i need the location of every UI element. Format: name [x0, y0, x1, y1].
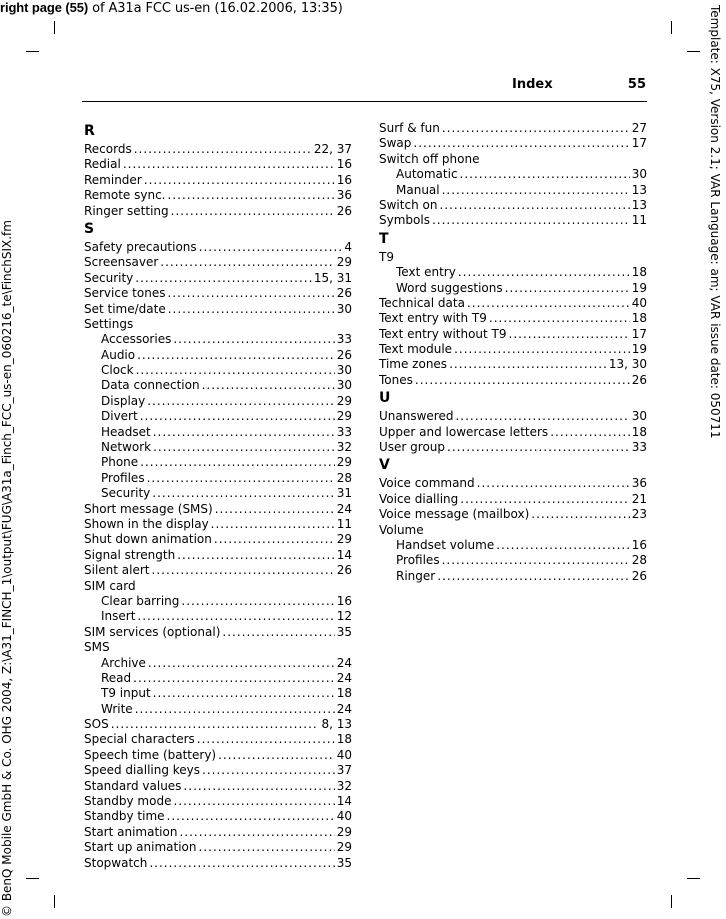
index-entry-term: Standby mode	[84, 794, 172, 809]
index-entry-page: 24	[336, 501, 352, 516]
index-subentry	[379, 538, 647, 553]
dot-leader	[147, 471, 335, 486]
index-entry-page: 30	[631, 409, 647, 424]
print-header-doc-info: of A31a FCC us-en (16.02.2006, 13:35)	[88, 1, 343, 16]
index-entry	[379, 373, 647, 388]
dot-leader	[467, 296, 630, 311]
index-subentry	[84, 471, 352, 486]
index-entry	[379, 136, 647, 151]
dot-leader	[505, 281, 630, 296]
index-group-heading: Settings	[84, 316, 134, 331]
dot-leader	[140, 409, 335, 424]
index-column-left	[84, 121, 352, 871]
index-entry-page: 16	[631, 537, 647, 552]
index-subentry	[84, 348, 352, 363]
dot-leader	[197, 732, 335, 747]
dot-leader	[144, 173, 335, 188]
index-subentry	[84, 609, 352, 624]
dot-leader	[531, 507, 629, 522]
index-group-heading: SIM card	[84, 578, 136, 593]
index-entry-page: 35	[336, 624, 352, 639]
index-entry	[84, 748, 352, 763]
index-entry-term: Clear barring	[101, 593, 180, 608]
index-entry-term: Set time/date	[84, 301, 166, 316]
index-entry-page: 12	[336, 609, 352, 624]
index-entry-term: Service tones	[84, 286, 166, 301]
index-entry	[379, 492, 647, 507]
dot-leader	[137, 609, 334, 624]
index-entry-term: Insert	[101, 609, 136, 624]
index-entry-term: Signal strength	[84, 547, 176, 562]
dot-leader	[134, 142, 312, 157]
index-entry-page: 29	[336, 824, 352, 839]
index-entry-term: Redial	[84, 157, 121, 172]
index-entry-page: 33	[336, 332, 352, 347]
index-entry-page: 29	[336, 455, 352, 470]
index-entry-page: 33	[631, 440, 647, 455]
index-subentry	[84, 686, 352, 701]
index-subentry	[379, 183, 647, 198]
dot-leader	[477, 476, 630, 491]
index-entry-term: Short message (SMS)	[84, 501, 213, 516]
dot-leader	[432, 213, 630, 228]
index-entry-term: T9 input	[101, 686, 151, 701]
index-letter-heading: S	[84, 220, 95, 237]
dot-leader	[211, 517, 335, 532]
index-entry-page: 29	[336, 840, 352, 855]
index-entry-page: 11	[336, 516, 352, 531]
dot-leader	[199, 840, 335, 855]
index-entry-page: 26	[336, 347, 352, 362]
dot-leader	[460, 167, 630, 182]
index-column-right	[379, 121, 647, 584]
index-entry	[84, 625, 352, 640]
index-entry-term: Switch on	[379, 197, 438, 212]
index-entry-term: Start animation	[84, 824, 178, 839]
dot-leader	[152, 486, 334, 501]
index-subentry	[84, 594, 352, 609]
index-entry	[84, 204, 352, 219]
index-entry	[84, 548, 352, 563]
index-entry-term: Special characters	[84, 732, 195, 747]
index-entry	[84, 809, 352, 824]
index-entry-page: 30	[336, 363, 352, 378]
index-entry-term: Swap	[379, 136, 412, 151]
index-entry-term: Symbols	[379, 213, 430, 228]
index-entry	[379, 507, 647, 522]
index-entry-term: Unanswered	[379, 409, 454, 424]
dot-leader	[455, 409, 629, 424]
dot-leader	[496, 538, 630, 553]
index-entry-term: Display	[101, 393, 146, 408]
index-entry-term: Ringer setting	[84, 203, 169, 218]
index-entry-term: Data connection	[101, 378, 200, 393]
index-entry-term: Standby time	[84, 809, 165, 824]
index-entry-term: Manual	[396, 182, 440, 197]
index-entry-term: Profiles	[101, 470, 145, 485]
index-entry-page: 18	[336, 732, 352, 747]
index-subentry	[379, 167, 647, 182]
dot-leader	[167, 286, 334, 301]
index-entry-page: 19	[631, 280, 647, 295]
index-entry	[84, 271, 352, 286]
index-entry-term: Upper and lowercase letters	[379, 424, 549, 439]
index-entry-page: 26	[631, 568, 647, 583]
index-entry-page: 24	[336, 655, 352, 670]
dot-leader	[222, 625, 334, 640]
index-entry	[84, 763, 352, 778]
index-entry	[379, 213, 647, 228]
template-margin-text: Template: X75, Version 2.1; VAR Language: am; VAR issue date: 050711	[708, 5, 722, 439]
index-subentry	[84, 656, 352, 671]
index-entry-term: Reminder	[84, 172, 142, 187]
dot-leader	[442, 121, 630, 136]
dot-leader	[550, 425, 630, 440]
index-entry-term: Headset	[101, 424, 151, 439]
index-entry-page: 13	[631, 182, 647, 197]
dot-leader	[202, 378, 335, 393]
index-entry	[84, 157, 352, 172]
index-entry	[84, 825, 352, 840]
index-entry	[84, 286, 352, 301]
index-entry-page: 36	[631, 476, 647, 491]
index-subentry	[84, 702, 352, 717]
page-number: 55	[627, 77, 646, 92]
index-entry-term: Audio	[101, 347, 136, 362]
index-entry-term: Word suggestions	[396, 280, 503, 295]
index-entry	[379, 311, 647, 326]
index-entry-page: 13, 30	[608, 357, 647, 372]
dot-leader	[173, 332, 334, 347]
index-entry-term: Text entry with T9	[379, 311, 487, 326]
index-entry-page: 13	[631, 197, 647, 212]
index-entry-page: 26	[336, 563, 352, 578]
index-letter-heading: R	[84, 123, 95, 139]
dot-leader	[173, 794, 334, 809]
dot-leader	[152, 563, 335, 578]
dot-leader	[171, 204, 335, 219]
dot-leader	[153, 686, 335, 701]
index-entry-term: Automatic	[396, 167, 458, 182]
index-entry-term: Read	[101, 670, 132, 685]
dot-leader	[123, 157, 335, 172]
index-entry-term: Network	[101, 440, 152, 455]
index-entry-page: 28	[631, 553, 647, 568]
index-entry-page: 33	[336, 424, 352, 439]
crop-mark	[54, 895, 55, 908]
index-entry-term: Clock	[101, 363, 134, 378]
dot-leader	[413, 136, 629, 151]
index-entry-page: 26	[336, 203, 352, 218]
index-letter-heading: T	[379, 230, 389, 247]
index-subentry	[84, 671, 352, 686]
index-entry-term: Silent alert	[84, 563, 150, 578]
index-entry-page: 26	[336, 286, 352, 301]
index-entry	[84, 302, 352, 317]
crop-mark	[26, 878, 39, 879]
index-entry-page: 19	[631, 342, 647, 357]
index-entry-page: 17	[631, 136, 647, 151]
index-entry-page: 21	[631, 491, 647, 506]
index-entry-page: 40	[336, 809, 352, 824]
index-entry-page: 22, 37	[313, 142, 352, 156]
index-entry	[379, 327, 647, 342]
dot-leader	[135, 702, 335, 717]
index-entry-term: Text entry without T9	[379, 326, 507, 341]
dot-leader	[111, 717, 320, 732]
index-subentry	[84, 394, 352, 409]
index-entry-term: Start up animation	[84, 840, 197, 855]
index-entry	[84, 240, 352, 255]
dot-leader	[509, 327, 630, 342]
index-entry-term: Stopwatch	[84, 855, 148, 870]
index-entry-term: Voice dialling	[379, 491, 459, 506]
index-entry-term: SIM services (optional)	[84, 624, 221, 639]
index-entry-page: 31	[336, 486, 352, 501]
index-entry-term: Security	[101, 486, 151, 501]
index-letter-heading: V	[379, 457, 390, 474]
dot-leader	[215, 502, 335, 517]
index-entry-page: 40	[631, 295, 647, 310]
dot-leader	[133, 671, 335, 686]
dot-leader	[153, 440, 335, 455]
index-subentry	[84, 363, 352, 378]
dot-leader	[137, 348, 335, 363]
index-entry	[84, 173, 352, 188]
index-entry	[379, 121, 647, 136]
crop-mark	[671, 895, 672, 908]
index-entry-page: 27	[631, 121, 647, 135]
index-entry	[84, 517, 352, 532]
index-entry-term: Speech time (battery)	[84, 747, 217, 762]
index-entry-page: 16	[336, 157, 352, 172]
index-entry-term: Time zones	[379, 357, 448, 372]
index-entry	[84, 732, 352, 747]
dot-leader	[148, 656, 335, 671]
index-entry-page: 16	[336, 593, 352, 608]
index-entry-page: 32	[336, 440, 352, 455]
crop-mark	[687, 878, 700, 879]
dot-leader	[183, 779, 334, 794]
index-subentry	[379, 569, 647, 584]
index-entry-term: Tones	[379, 372, 413, 387]
index-subentry	[84, 378, 352, 393]
index-entry-page: 18	[336, 686, 352, 701]
dot-leader	[147, 394, 334, 409]
index-entry-term: Speed dialling keys	[84, 763, 201, 778]
index-entry-term: Text module	[379, 342, 453, 357]
dot-leader	[449, 357, 607, 372]
dot-leader	[136, 363, 335, 378]
index-entry	[379, 425, 647, 440]
index-entry-page: 18	[631, 424, 647, 439]
index-group-heading: T9	[379, 249, 394, 264]
index-entry-page: 28	[336, 470, 352, 485]
index-entry	[379, 342, 647, 357]
dot-leader	[167, 809, 335, 824]
index-entry-page: 11	[631, 213, 647, 228]
index-entry-page: 37	[336, 763, 352, 778]
header-rule	[82, 101, 647, 102]
index-entry-term: Text entry	[396, 265, 456, 280]
copyright-margin-text: © BenQ Mobile GmbH & Co. OHG 2004, Z:\A31_FINCH_1\output\FUG\A31a_Finch_FCC_us-en_060216_te\FinchSIX.fm	[0, 220, 14, 917]
dot-leader	[460, 492, 629, 507]
index-entry	[379, 476, 647, 491]
index-subentry	[84, 425, 352, 440]
index-subentry	[84, 332, 352, 347]
index-entry-term: Profiles	[396, 553, 440, 568]
index-entry-page: 40	[336, 747, 352, 762]
index-entry-page: 29	[336, 409, 352, 424]
index-subentry	[84, 409, 352, 424]
dot-leader	[447, 440, 630, 455]
index-entry	[84, 779, 352, 794]
index-subentry	[84, 440, 352, 455]
index-entry	[84, 856, 352, 871]
index-entry-term: Standard values	[84, 778, 182, 793]
index-entry	[84, 563, 352, 578]
dot-leader	[214, 532, 335, 547]
dot-leader	[218, 748, 335, 763]
page-title: Index	[512, 77, 553, 92]
dot-leader	[177, 548, 335, 563]
index-entry-page: 32	[336, 778, 352, 793]
dot-leader	[437, 569, 630, 584]
index-entry-term: Archive	[101, 655, 146, 670]
index-entry-term: Accessories	[101, 332, 172, 347]
index-entry-term: SOS	[84, 717, 109, 732]
index-entry-page: 24	[336, 670, 352, 685]
index-entry-term: Shut down animation	[84, 532, 212, 547]
dot-leader	[168, 302, 335, 317]
index-subentry	[379, 553, 647, 568]
dot-leader	[454, 342, 630, 357]
index-entry-page: 18	[631, 311, 647, 326]
index-entry-page: 29	[336, 393, 352, 408]
index-entry-term: Shown in the display	[84, 516, 209, 531]
index-subentry	[84, 455, 352, 470]
index-entry-page: 15, 31	[313, 270, 352, 285]
index-entry	[84, 794, 352, 809]
index-entry-page: 23	[631, 507, 647, 522]
crop-mark	[687, 51, 700, 52]
print-header-page-label: right page (55)	[0, 0, 89, 15]
index-entry-term: Records	[84, 142, 132, 156]
index-entry-page: 16	[336, 172, 352, 187]
index-entry-page: 18	[631, 265, 647, 280]
index-entry-page: 17	[631, 326, 647, 341]
index-entry	[84, 717, 352, 732]
index-entry-page: 8, 13	[321, 717, 352, 732]
index-entry	[379, 296, 647, 311]
index-entry-term: Technical data	[379, 295, 465, 310]
index-entry-page: 14	[336, 794, 352, 809]
dot-leader	[153, 425, 335, 440]
index-entry	[84, 255, 352, 270]
dot-leader	[160, 255, 334, 270]
index-entry-page: 30	[336, 301, 352, 316]
index-entry-term: Phone	[101, 455, 139, 470]
index-entry-page: 26	[631, 372, 647, 387]
index-entry-page: 36	[336, 188, 352, 203]
index-entry	[84, 188, 352, 203]
index-entry-page: 30	[336, 378, 352, 393]
crop-mark	[26, 51, 39, 52]
dot-leader	[442, 553, 630, 568]
index-entry-term: Remote sync.	[84, 188, 166, 203]
index-entry-page: 24	[336, 701, 352, 716]
dot-leader	[415, 373, 630, 388]
dot-leader	[179, 825, 334, 840]
index-entry-term: User group	[379, 440, 446, 455]
index-entry	[84, 502, 352, 517]
index-entry-term: Screensaver	[84, 255, 159, 270]
index-entry-page: 4	[344, 239, 352, 254]
dot-leader	[181, 594, 334, 609]
dot-leader	[202, 763, 335, 778]
index-entry	[84, 840, 352, 855]
index-entry-page: 14	[336, 547, 352, 562]
index-entry-term: Security	[84, 270, 134, 285]
dot-leader	[140, 455, 335, 470]
crop-mark	[54, 21, 55, 34]
index-subentry	[379, 265, 647, 280]
index-group-heading: SMS	[84, 640, 110, 655]
dot-leader	[489, 311, 630, 326]
index-entry-term: Voice command	[379, 476, 475, 491]
index-entry-page: 29	[336, 532, 352, 547]
index-entry	[379, 357, 647, 372]
index-subentry	[379, 281, 647, 296]
dot-leader	[439, 198, 629, 213]
index-group-heading: Volume	[379, 522, 424, 537]
index-entry-page: 29	[336, 255, 352, 270]
dot-leader	[168, 188, 335, 203]
index-subentry	[84, 486, 352, 501]
dot-leader	[458, 265, 630, 280]
page-heading	[440, 77, 646, 99]
index-entry	[84, 532, 352, 547]
index-entry	[379, 409, 647, 424]
index-entry-term: Voice message (mailbox)	[379, 507, 530, 522]
print-header	[0, 0, 343, 16]
index-letter-heading: U	[379, 390, 391, 407]
dot-leader	[135, 271, 312, 286]
index-entry-term: Divert	[101, 409, 138, 424]
index-entry	[379, 440, 647, 455]
index-group-heading: Switch off phone	[379, 151, 480, 166]
index-entry-page: 35	[336, 855, 352, 870]
index-entry-term: Ringer	[396, 568, 436, 583]
crop-mark	[671, 21, 672, 34]
index-entry-term: Handset volume	[396, 537, 495, 552]
index-entry	[84, 142, 352, 157]
index-entry-term: Safety precautions	[84, 239, 197, 254]
index-entry-term: Surf & fun	[379, 121, 440, 135]
index-entry	[379, 198, 647, 213]
dot-leader	[149, 856, 334, 871]
dot-leader	[442, 183, 630, 198]
index-entry-page: 30	[631, 167, 647, 182]
index-entry-term: Write	[101, 701, 133, 716]
dot-leader	[199, 240, 343, 255]
